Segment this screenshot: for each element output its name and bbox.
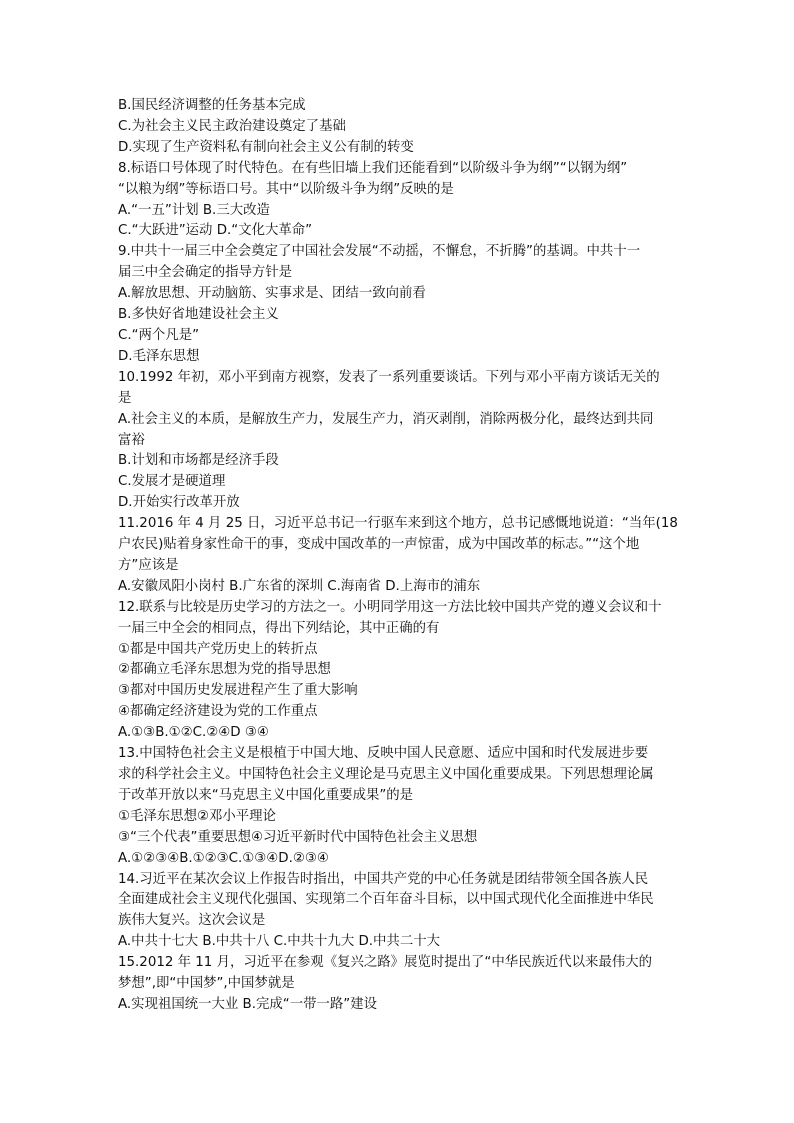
statement-line: ①都是中国共产党历史上的转折点 — [118, 641, 318, 657]
option-line: A.中共十七大 B.中共十八 C.中共十九大 D.中共二十大 — [118, 934, 440, 950]
option-line: A.社会主义的本质，是解放生产力，发展生产力，消灭剥削，消除两极分化，最终达到共同 — [118, 411, 654, 427]
option-line: A.解放思想、开动脑筋、实事求是、团结一致向前看 — [118, 286, 426, 302]
question-14: 14.习近平在某次会议上作报告时指出，中国共产党的中心任务就是团结带领全国各族人民 — [118, 871, 649, 887]
option-line: D.实现了生产资料私有制向社会主义公有制的转变 — [118, 139, 414, 155]
question-11-cont: 户农民)贴着身家性命干的事，变成中国改革的一声惊雷，成为中国改革的标志。”“这个地 — [118, 537, 640, 553]
statement-line: ③都对中国历史发展进程产生了重大影响 — [118, 683, 358, 699]
option-line: B.计划和市场都是经济手段 — [118, 453, 279, 469]
question-15: 15.2012 年 11 月，习近平在参观《复兴之路》展览时提出了“中华民族近代以来最伟大的 — [118, 955, 653, 971]
question-11-cont: 方”应该是 — [118, 557, 179, 573]
statement-line: ③“三个代表”重要思想④习近平新时代中国特色社会主义思想 — [118, 829, 478, 845]
option-line: A.①②③④B.①②③C.①③④D.②③④ — [118, 850, 329, 866]
option-line: C.发展才是硬道理 — [118, 474, 226, 490]
option-line: B.多快好省地建设社会主义 — [118, 307, 279, 323]
option-line: C.为社会主义民主政治建设奠定了基础 — [118, 118, 346, 134]
option-line: A.安徽凤阳小岗村 B.广东省的深圳 C.海南省 D.上海市的浦东 — [118, 578, 481, 594]
option-line: B.国民经济调整的任务基本完成 — [118, 98, 306, 113]
statement-line: ②都确立毛泽东思想为党的指导思想 — [118, 662, 331, 678]
question-13-cont: 求的科学社会主义。中国特色社会主义理论是马克思主义中国化重要成果。下列思想理论属 — [118, 767, 654, 782]
question-10: 10.1992 年初，邓小平到南方视察，发表了一系列重要谈话。下列与邓小平南方谈话无关的 — [118, 369, 660, 385]
option-line: A.实现祖国统一大业 B.完成“一带一路”建设 — [118, 996, 378, 1012]
question-15-cont: 梦想”,即“中国梦”,中国梦就是 — [118, 976, 295, 992]
question-10-cont: 是 — [118, 390, 132, 406]
question-14-cont: 族伟大复兴。这次会议是 — [118, 913, 266, 929]
question-9: 9.中共十一届三中全会奠定了中国社会发展“不动摇，不懈怠，不折腾”的基调。中共十一 — [118, 244, 641, 260]
question-8-cont: “以粮为纲”等标语口号。其中“以阶级斗争为纲”反映的是 — [118, 181, 454, 197]
question-14-cont: 全面建成社会主义现代化强国、实现第二个百年奋斗目标，以中国式现代化全面推进中华民 — [118, 892, 654, 908]
option-line-cont: 富裕 — [118, 432, 145, 448]
statement-line: ①毛泽东思想②邓小平理论 — [118, 808, 276, 824]
option-line: C.“大跃进”运动 D.“文化大革命” — [118, 223, 313, 239]
statement-line: ④都确定经济建设为党的工作重点 — [118, 704, 318, 720]
option-line: D.开始实行改革开放 — [118, 495, 240, 511]
option-line: A.①③B.①②C.②④D ③④ — [118, 725, 269, 741]
option-line: C.“两个凡是” — [118, 327, 200, 343]
question-12: 12.联系与比较是历史学习的方法之一。小明同学用这一方法比较中国共产党的遵义会议和十 — [118, 599, 662, 615]
question-9-cont: 届三中全会确定的指导方针是 — [118, 265, 293, 281]
question-12-cont: 一届三中全会的相同点，得出下列结论，其中正确的有 — [118, 620, 440, 636]
option-line: D.毛泽东思想 — [118, 348, 200, 364]
question-11: 11.2016 年 4 月 25 日，习近平总书记一行驱车来到这个地方，总书记感慨地说道：“当年(18 — [118, 516, 678, 532]
exam-page — [118, 96, 684, 1016]
question-13: 13.中国特色社会主义是根植于中国大地、反映中国人民意愿、适应中国和时代发展进步要 — [118, 746, 649, 762]
question-13-cont: 于改革开放以来“马克思主义中国化重要成果”的是 — [118, 787, 414, 803]
option-line: A.“一五”计划 B.三大改造 — [118, 202, 270, 218]
question-8: 8.标语口号体现了时代特色。在有些旧墙上我们还能看到“以阶级斗争为纲”“以钢为纲” — [118, 160, 628, 176]
